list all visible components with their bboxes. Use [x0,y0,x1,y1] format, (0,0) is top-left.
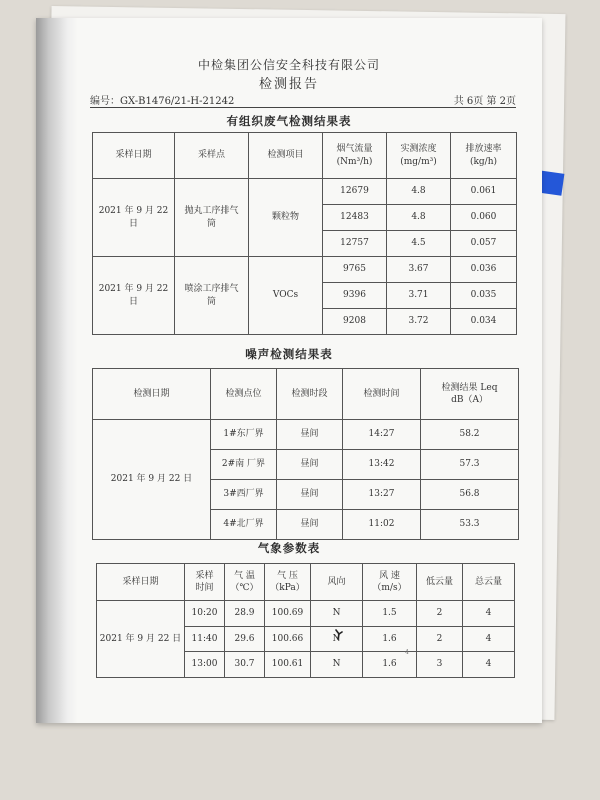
leq-cell: 53.3 [421,510,519,540]
wind-direction-cell: N [311,652,363,678]
total-cloud-cell: 4 [463,652,515,678]
noise-results-table [92,368,519,540]
sample-time-cell: 13:00 [185,652,225,678]
flow-cell: 9765 [323,257,387,283]
point-cell: 3#西厂界 [211,480,277,510]
period-cell: 昼间 [277,450,343,480]
ink-mark [334,628,344,641]
wind-speed-cell: 1.5 [363,601,417,627]
test-item-cell: VOCs [249,257,323,335]
low-cloud-cell: 3 [417,652,463,678]
header-cell: 低云量 [417,564,463,601]
flow-cell: 9396 [323,283,387,309]
header-cell: 检测项目 [249,133,323,179]
temperature-cell: 30.7 [225,652,265,678]
sample-time-cell: 10:20 [185,601,225,627]
emission-rate-cell: 0.034 [451,309,517,335]
table-header-row [93,369,519,420]
leq-cell: 58.2 [421,420,519,450]
low-cloud-cell: 2 [417,626,463,652]
concentration-cell: 4.8 [387,205,451,231]
header-cell: 风向 [311,564,363,601]
pressure-cell: 100.66 [265,626,311,652]
time-cell: 13:27 [343,480,421,510]
header-cell: 排放速率 (kg/h) [451,133,517,179]
header-cell: 烟气流量 (Nm³/h) [323,133,387,179]
emission-rate-cell: 0.036 [451,257,517,283]
total-cloud-cell: 4 [463,626,515,652]
sample-date-cell: 2021 年 9 月 22 日 [97,601,185,678]
report-meta-line [90,91,516,108]
flow-cell: 12679 [323,179,387,205]
table-row [93,257,517,283]
wind-speed-cell: 1.6 [363,652,417,678]
header-cell: 气 压 （kPa） [265,564,311,601]
report-page [36,18,542,723]
wind-direction-cell: N [311,626,363,652]
total-cloud-cell: 4 [463,601,515,627]
concentration-cell: 3.67 [387,257,451,283]
flow-cell: 9208 [323,309,387,335]
table-header-row [93,133,517,179]
sample-point-cell: 喷涂工序排气筒 [175,257,249,335]
emission-rate-cell: 0.035 [451,283,517,309]
time-cell: 11:02 [343,510,421,540]
noise-table-caption: 噪声检测结果表 [245,347,333,361]
emission-rate-cell: 0.057 [451,231,517,257]
point-cell: 1#东厂界 [211,420,277,450]
concentration-cell: 3.71 [387,283,451,309]
point-cell: 2#南 厂界 [211,450,277,480]
test-date-cell: 2021 年 9 月 22 日 [93,420,211,540]
header-cell: 风 速 （m/s） [363,564,417,601]
header-cell: 检测时段 [277,369,343,420]
header-cell: 检测时间 [343,369,421,420]
weather-table-caption: 气象参数表 [257,541,321,555]
emission-rate-cell: 0.061 [451,179,517,205]
temperature-cell: 28.9 [225,601,265,627]
time-cell: 13:42 [343,450,421,480]
header-cell: 实测浓度 (mg/m³) [387,133,451,179]
weather-params-table [96,563,515,678]
sample-point-cell: 抛丸工序排气筒 [175,179,249,257]
table-header-row [97,564,515,601]
sample-date-cell: 2021 年 9 月 22 日 [93,179,175,257]
low-cloud-cell: 2 [417,601,463,627]
header-cell: 采样日期 [97,564,185,601]
table-row [93,420,519,450]
test-item-cell: 颗粒物 [249,179,323,257]
wind-direction-cell: N [311,601,363,627]
sample-time-cell: 11:40 [185,626,225,652]
temperature-cell: 29.6 [225,626,265,652]
wind-speed-cell: 1.6 [363,626,417,652]
table-row [93,179,517,205]
flow-cell: 12483 [323,205,387,231]
leq-cell: 57.3 [421,450,519,480]
period-cell: 昼间 [277,420,343,450]
company-name: 中检集团公信安全科技有限公司 [197,58,380,72]
sample-date-cell: 2021 年 9 月 22 日 [93,257,175,335]
table-row [97,601,515,627]
point-cell: 4#北厂界 [211,510,277,540]
pressure-cell: 100.61 [265,652,311,678]
header-cell: 采样 时间 [185,564,225,601]
header-cell: 总云量 [463,564,515,601]
emission-rate-cell: 0.060 [451,205,517,231]
concentration-cell: 3.72 [387,309,451,335]
header-cell: 气 温 （℃） [225,564,265,601]
report-number: 编号：GX-B1476/21-H-21242 [90,96,235,107]
exhaust-table-caption: 有组织废气检测结果表 [226,114,352,128]
page-info: 共 6页 第 2页 [453,96,516,107]
pressure-cell: 100.69 [265,601,311,627]
concentration-cell: 4.5 [387,231,451,257]
header-cell: 检测结果 Leq dB（A） [421,369,519,420]
flow-cell: 12757 [323,231,387,257]
header-cell: 采样点 [175,133,249,179]
period-cell: 昼间 [277,480,343,510]
time-cell: 14:27 [343,420,421,450]
header-cell: 检测点位 [211,369,277,420]
small-handwritten-note: 4 [405,649,409,656]
concentration-cell: 4.8 [387,179,451,205]
header-cell: 检测日期 [93,369,211,420]
exhaust-results-table [92,132,517,335]
report-title: 检测报告 [258,77,319,92]
header-cell: 采样日期 [93,133,175,179]
period-cell: 昼间 [277,510,343,540]
leq-cell: 56.8 [421,480,519,510]
